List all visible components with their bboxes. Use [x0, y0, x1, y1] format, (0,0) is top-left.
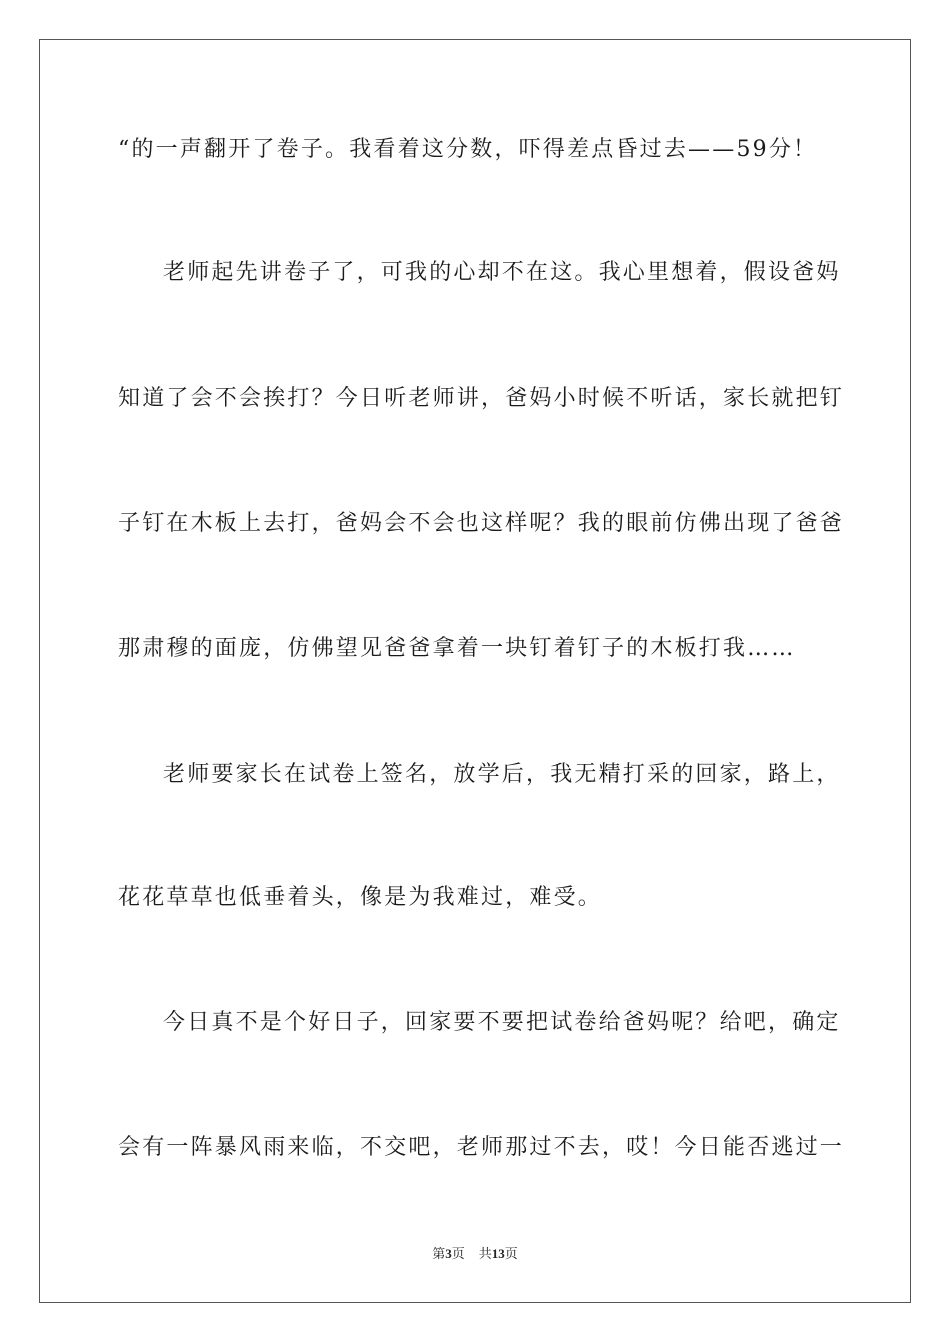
total-pages: 13: [491, 1246, 505, 1261]
page-footer: [0, 1245, 950, 1263]
page-prefix: 第: [432, 1246, 446, 1261]
page-border: [39, 39, 911, 1303]
text-line-7: 花花草草也低垂着头，像是为我难过，难受。: [118, 885, 603, 910]
total-suffix: 页: [504, 1246, 518, 1261]
page-number: 3: [445, 1246, 452, 1261]
text-line-3: 知道了会不会挨打？今日听老师讲，爸妈小时候不听话，家长就把钉: [118, 386, 845, 411]
total-prefix: 共: [478, 1246, 492, 1261]
text-line-5: 那肃穆的面庞，仿佛望见爸爸拿着一块钉着钉子的木板打我……: [118, 636, 796, 661]
text-line-8: 今日真不是个好日子，回家要不要把试卷给爸妈呢？给吧，确定: [163, 1010, 841, 1035]
text-line-4: 子钉在木板上去打，爸妈会不会也这样呢？我的眼前仿佛出现了爸爸: [118, 511, 845, 536]
text-line-1: “的一声翻开了卷子。我看着这分数，吓得差点昏过去——59分！: [118, 137, 818, 162]
text-line-2: 老师起先讲卷子了，可我的心却不在这。我心里想着，假设爸妈: [163, 260, 841, 285]
page-suffix: 页: [451, 1246, 465, 1261]
text-line-9: 会有一阵暴风雨来临，不交吧，老师那过不去，哎！今日能否逃过一: [118, 1135, 845, 1160]
text-line-6: 老师要家长在试卷上签名，放学后，我无精打采的回家，路上，: [163, 762, 841, 787]
